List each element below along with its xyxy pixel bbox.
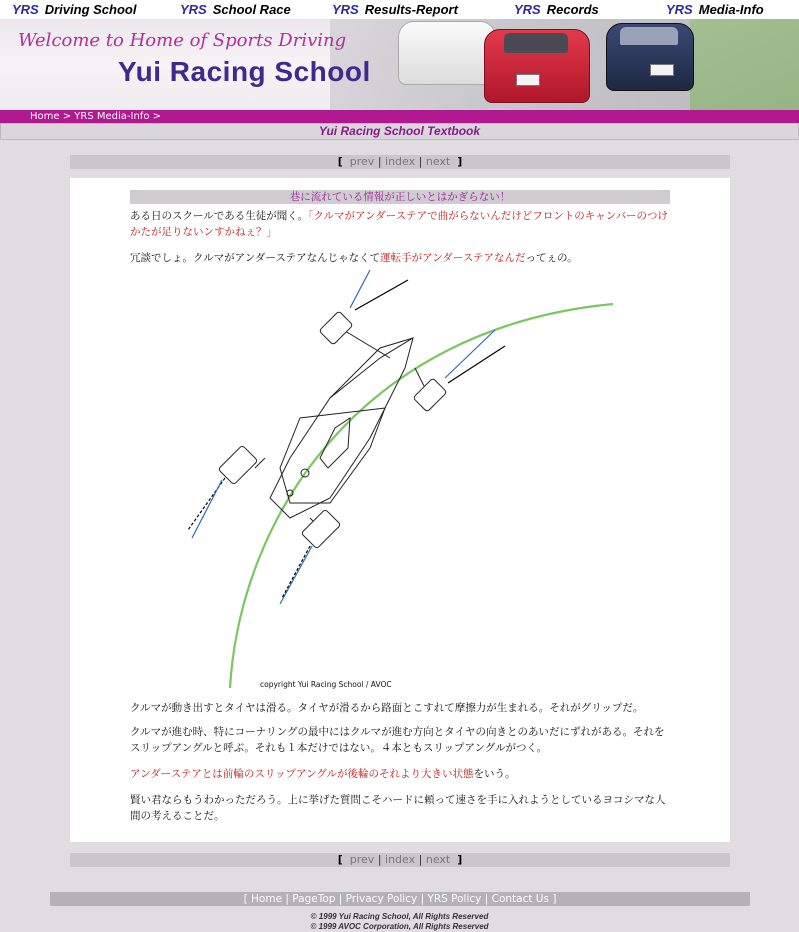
- pager-open-bracket: [: [337, 853, 343, 866]
- pager-separator: |: [377, 853, 382, 866]
- pager-bottom: [70, 853, 730, 867]
- yrs-logo-icon: YRS: [332, 2, 359, 17]
- understeer-diagram: [170, 268, 630, 688]
- header-banner: [0, 19, 799, 110]
- p5-red: アンダーステアとは前輪のスリップアングルが後輪のそれより大きい状態: [130, 768, 474, 780]
- nav-label: Media-Info: [698, 2, 764, 17]
- fr-travel-line: [445, 330, 495, 378]
- breadcrumb: [0, 110, 799, 123]
- nav-media-info[interactable]: [666, 2, 764, 17]
- footer-links: [50, 892, 750, 906]
- article-content: [70, 178, 730, 842]
- pager-close-bracket: ]: [457, 155, 463, 168]
- next-link[interactable]: next: [425, 155, 451, 168]
- fr-heading-line: [448, 346, 505, 383]
- footer-close-bracket: ]: [552, 893, 557, 905]
- pager-separator: |: [377, 155, 382, 168]
- nav-label: Driving School: [44, 2, 137, 17]
- p2-red: 運転手がアンダーステアなんだ: [380, 252, 526, 264]
- nav-school-race[interactable]: [180, 2, 291, 17]
- footer-contact-link[interactable]: Contact Us: [491, 893, 549, 905]
- pager-close-bracket: ]: [457, 853, 463, 866]
- footer-open-bracket: [: [243, 893, 248, 905]
- footer-separator: |: [420, 893, 425, 905]
- figure-credit: copyright Yui Racing School / AVOC: [260, 680, 392, 689]
- pager-separator: |: [418, 853, 423, 866]
- pager-open-bracket: [: [337, 155, 343, 168]
- breadcrumb-separator: >: [62, 111, 72, 122]
- nav-label: School Race: [212, 2, 291, 17]
- p2-plain: 冗談でしょ。クルマがアンダーステアなんじゃなくて: [130, 252, 381, 264]
- next-link[interactable]: next: [425, 853, 451, 866]
- paragraph-1: [130, 208, 670, 240]
- article-headline: 巷に流れている情報が正しいとはかぎらない！: [130, 190, 670, 204]
- prev-link[interactable]: prev: [349, 853, 375, 866]
- banner-school-name: Yui Racing School: [118, 56, 371, 87]
- footer-separator: |: [484, 893, 489, 905]
- copyright-line-2: © 1999 AVOC Corporation, All Rights Reserved: [310, 922, 489, 931]
- white-car-image: [398, 21, 496, 85]
- p1-plain: ある日のスクールである生徒が聞く。: [130, 210, 309, 222]
- nav-results-report[interactable]: [332, 2, 458, 17]
- paragraph-4: [130, 724, 670, 756]
- nav-driving-school[interactable]: [12, 2, 136, 17]
- paragraph-3: [130, 700, 670, 716]
- red-car-plate: [516, 74, 540, 86]
- dark-car-plate: [650, 64, 674, 76]
- p4-text: クルマが進む時、特にコーナリングの最中にはクルマが進む方向とタイヤの向きとのあいだにずれがある。それをスリップアングルと呼ぶ。それも１本だけではない。４本ともスリップアングルがつく。: [130, 726, 665, 754]
- front-suspension: [340, 328, 425, 388]
- rear-right-tire: [301, 509, 341, 549]
- paragraph-6: [130, 792, 670, 824]
- dark-car-windshield: [620, 27, 678, 45]
- section-title-bar: [0, 123, 799, 140]
- front-left-tire: [319, 311, 353, 345]
- footer-separator: |: [338, 893, 343, 905]
- index-link[interactable]: index: [385, 853, 416, 866]
- top-navigation: [0, 0, 799, 19]
- red-car-windshield: [504, 33, 568, 53]
- index-link[interactable]: index: [385, 155, 416, 168]
- page-title: Yui Racing School Textbook: [318, 124, 481, 138]
- copyright-line-1: © 1999 Yui Racing School, All Rights Reserved: [310, 912, 489, 921]
- pager-separator: |: [418, 155, 423, 168]
- footer-separator: |: [285, 893, 289, 905]
- footer-home-link[interactable]: Home: [251, 893, 283, 905]
- footer-privacy-link[interactable]: Privacy Policy: [345, 893, 418, 905]
- yrs-logo-icon: YRS: [666, 2, 693, 17]
- trajectory-line: [230, 304, 613, 688]
- yrs-logo-icon: YRS: [180, 2, 207, 17]
- breadcrumb-home-link[interactable]: Home: [30, 111, 60, 122]
- nav-records[interactable]: [514, 2, 599, 17]
- nav-label: Results-Report: [364, 2, 458, 17]
- prev-link[interactable]: prev: [349, 155, 375, 168]
- front-right-tire: [413, 378, 447, 412]
- nav-label: Records: [546, 2, 599, 17]
- rr-travel-line: [280, 546, 312, 604]
- rr-heading-line: [282, 546, 310, 598]
- pager-top: [70, 155, 730, 169]
- breadcrumb-media-link[interactable]: YRS Media-Info: [74, 111, 150, 122]
- paragraph-2: [130, 250, 670, 266]
- p6-text: 賢い君ならもうわかっただろう。上に挙げた質問こそハードに頼って速さを手に入れようとしているヨコシマな人間の考えることだ。: [130, 794, 666, 822]
- p2-end: ってぇの。: [525, 252, 578, 264]
- p5-end: をいう。: [473, 768, 516, 780]
- yrs-logo-icon: YRS: [514, 2, 541, 17]
- breadcrumb-separator: >: [152, 111, 162, 122]
- rl-travel-line: [192, 480, 222, 538]
- breadcrumb-trail: [30, 110, 161, 123]
- p1-red: 「クルマがアンダーステアで曲がらないんだけどフロントのキャンバーのつけかたが足りないンすかねぇ？」: [130, 210, 669, 238]
- fl-travel-line: [350, 270, 370, 308]
- footer-pagetop-link[interactable]: PageTop: [292, 893, 336, 905]
- banner-grass: [690, 19, 799, 110]
- yrs-logo-icon: YRS: [12, 2, 39, 17]
- footer-yrs-policy-link[interactable]: YRS Policy: [427, 893, 482, 905]
- p3-text: クルマが動き出すとタイヤは滑る。タイヤが滑るから路面とこすれて摩擦力が生まれる。それがグリップだ。: [130, 702, 644, 714]
- banner-welcome-text: Welcome to Home of Sports Driving: [18, 30, 347, 51]
- paragraph-5: [130, 766, 670, 782]
